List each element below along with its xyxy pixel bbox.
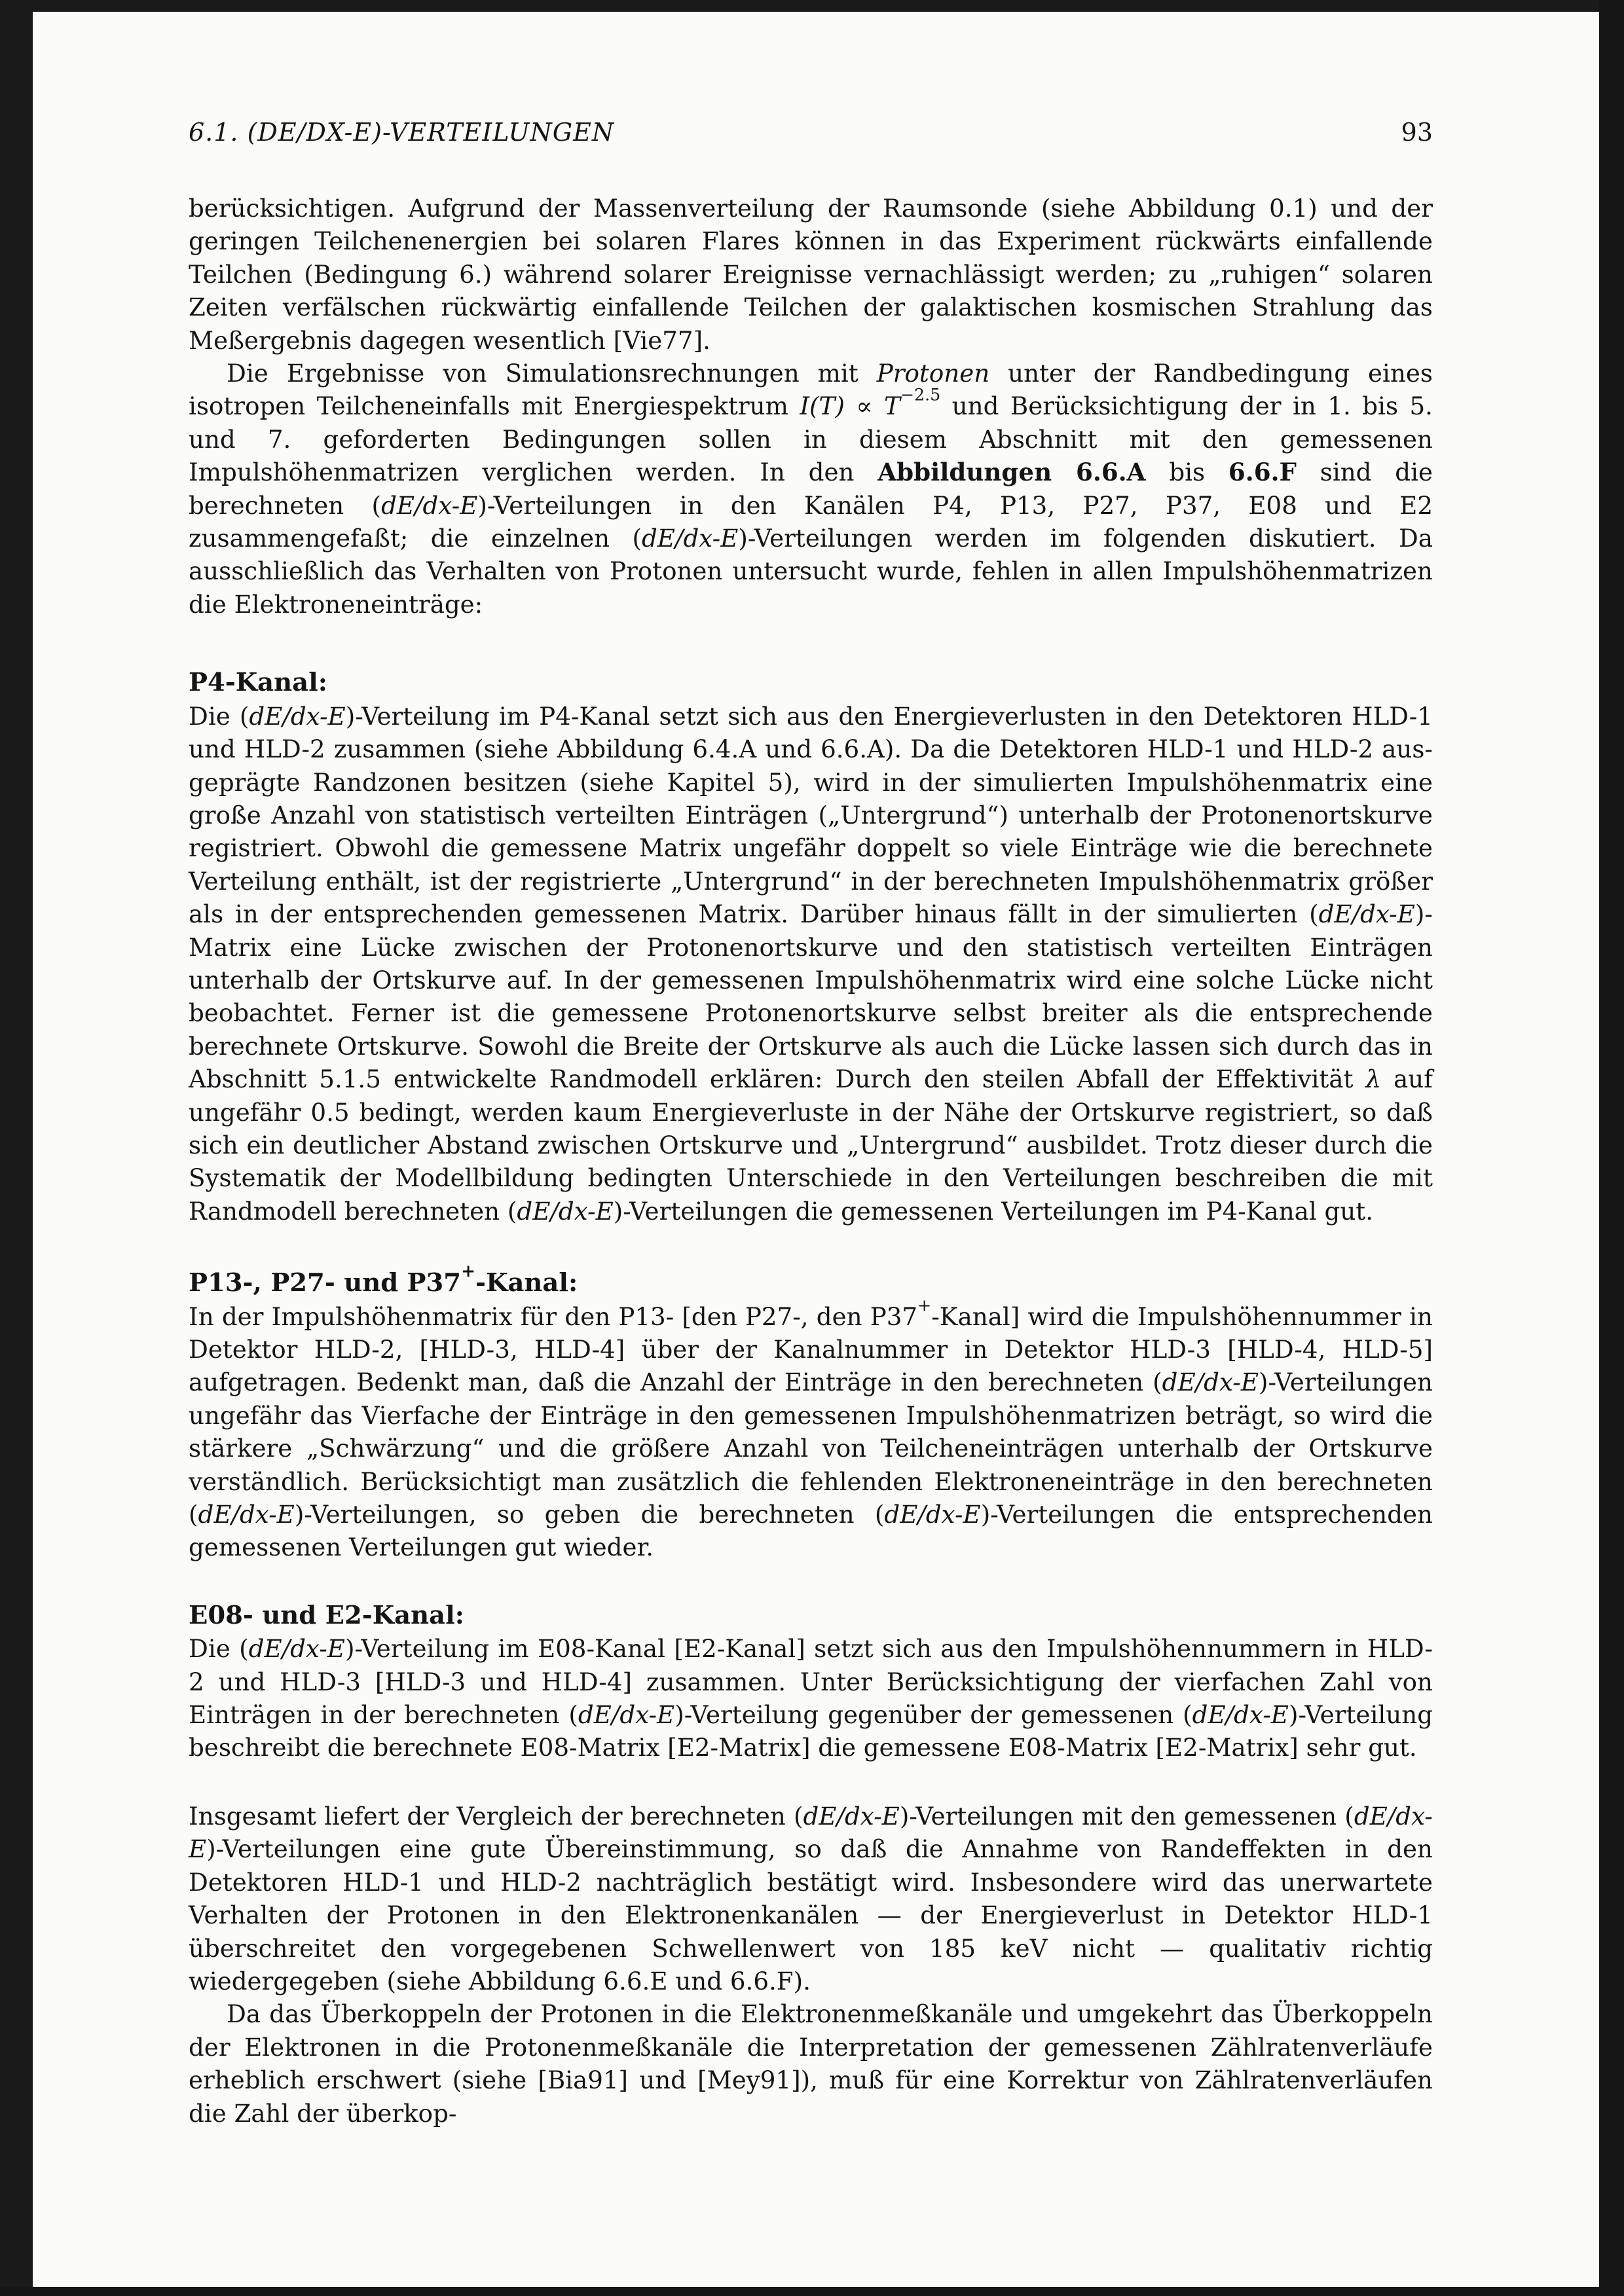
text-run: Die (	[189, 1634, 249, 1664]
formula-dedx: dE/dx-E	[803, 1801, 900, 1831]
formula-dedx: dE/dx-E	[198, 1500, 295, 1529]
p13-paragraph	[189, 1296, 1433, 1564]
text-run: Die Ergebnisse von Simulationsrechnungen mit	[227, 359, 877, 388]
heading-p4-kanal: P4-Kanal:	[189, 668, 327, 698]
formula-dedx: dE/dx-E	[249, 701, 346, 731]
heading-p13-p27-p37-kanal	[189, 1260, 1433, 1300]
text-run: In der Impulshöhenmatrix für den P13- [den P27-, den P37	[189, 1302, 918, 1331]
text-run: )-Verteilungen in den Kanälen P4, P13, P27, P37, E08 und E2 zusammengefaßt; die einzelnen (	[189, 490, 1433, 553]
page-number: 93	[1401, 118, 1433, 147]
heading-text: -Kanal:	[475, 1268, 578, 1298]
page-body	[189, 192, 1433, 2130]
formula-dedx: dE/dx-E	[1318, 900, 1415, 929]
text-run: )-Verteilungen ungefähr das Vierfache der Einträge in den gemessenen Impulshöhenmatrizen beträgt, so wird die stärkere „Schwärzung“ und die größere Anzahl von Teilcheneinträgen unterhalb der Ortskurve verständlich. Berücksichtigt man zusätzlich die fehlenden Elektroneneinträge in den berechneten (	[189, 1368, 1433, 1529]
text-run: )-Verteilungen, so geben die berechneten (	[294, 1500, 885, 1529]
text-run: )-Verteilungen mit den gemessenen (	[899, 1801, 1354, 1831]
text-run: -Kanal] wird die Impulshöhennummer in Detektor HLD-2, [HLD-3, HLD-4] über der Kanalnummer in Detektor HLD-3 [HLD-4, HLD-5] aufgetragen. Bedenkt man, daß die Anzahl der Einträge in den berechneten (	[189, 1302, 1433, 1397]
formula-dedx: dE/dx-E	[381, 490, 478, 520]
formula-variable: T	[884, 392, 900, 421]
emphasis-protonen: Protonen	[876, 359, 990, 388]
intro-paragraph-2	[189, 357, 1433, 621]
text-run: Insgesamt liefert der Vergleich der berechneten (	[189, 1801, 803, 1831]
figure-reference: Abbildungen 6.6.A	[877, 458, 1146, 487]
running-header	[189, 118, 1433, 157]
section-title: 6.1. (DE/DX-E)-VERTEILUNGEN	[189, 118, 615, 147]
symbol-lambda: λ	[1365, 1065, 1382, 1094]
scan-border-bottom	[0, 2287, 1624, 2296]
formula-dedx: dE/dx-E	[248, 1634, 345, 1664]
text-run: )-Matrix eine Lücke zwischen der Protonenortskurve und den statistisch verteilten Einträgen unterhalb der Ortskurve auf. In der gemessenen Impulshöhenmatrix wird eine solche Lücke nicht beobachtet. Ferner ist die gemessene Protonenortskurve selbst breiter als die entsprechende berechnete Ortskurve. Sowohl die Breite der Ortskurve als auch die Lücke lassen sich durch das in Abschnitt 5.1.5 entwickelte Randmodell erklären: Durch den steilen Abfall der Effektivität	[189, 900, 1433, 1094]
formula-dedx: dE/dx-E	[1162, 1368, 1259, 1397]
formula-dedx: dE/dx-E	[578, 1700, 675, 1730]
summary-paragraph-2: Da das Überkoppeln der Protonen in die Elektronenmeßkanäle und umgekehrt das Überkoppeln der Elektronen in die Protonenmeßkanäle die Interpretation der gemessenen Zählratenverläufe erheblich erschwert (siehe [Bia91] und [Mey91]), muß für eine Korrektur von Zählratenverläufen die Zahl der überkop-	[189, 1999, 1433, 2128]
proportional-symbol: ∝	[844, 392, 884, 421]
text-run: auf ungefähr 0.5 bedingt, werden kaum Energieverluste in der Nähe der Ortskurve registriert, so daß sich ein deutlicher Abstand zwischen Ortskurve und „Untergrund“ ausbildet. Trotz dieser durch die Systematik der Modellbildung bedingten Unterschiede in den Verteilungen beschreiben die mit Randmodell berechneten (	[189, 1065, 1433, 1226]
formula-dedx: dE/dx-E	[1192, 1700, 1289, 1730]
text-run: bis	[1145, 458, 1228, 487]
text-run: )-Verteilung im P4-Kanal setzt sich aus den Energieverlusten in den Detektoren HLD-1 und HLD-2 zusammen (siehe Abbildung 6.4.A und 6.6.A). Da die Detektoren HLD-1 und HLD-2 ausgeprägte Randzonen besitzen (siehe Kapitel 5), wird in der simulierten Impulshöhenmatrix eine große Anzahl von statistisch verteilten Einträgen („Untergrund“) unterhalb der Protonenortskurve registriert. Obwohl die gemessene Matrix ungefähr doppelt so viele Einträge wie die berechnete Verteilung enthält, ist der registrierte „Untergrund“ in der berechneten Impulshöhenmatrix größer als in der entsprechenden gemessenen Matrix. Darüber hinaus fällt in der simulierten (	[189, 701, 1433, 929]
text-run: und Berücksichtigung der in 1. bis 5. und 7. geforderten Bedingungen sollen in diesem Abschnitt mit den gemessenen Impulshöhenmatrizen verglichen werden. In den	[189, 392, 1433, 487]
e08-paragraph	[189, 1632, 1433, 1764]
formula-dedx: dE/dx-E	[517, 1196, 614, 1226]
formula-dedx: dE/dx-E	[641, 524, 739, 553]
formula-dedx: dE/dx-E	[189, 1801, 1433, 1864]
heading-e08-e2-kanal: E08- und E2-Kanal:	[189, 1600, 464, 1630]
heading-text: P13-, P27- und P37	[189, 1268, 462, 1298]
text-run: unter der Randbedingung eines isotropen Teilcheneinfalls mit Energiespektrum	[189, 359, 1433, 421]
text-run: )-Verteilung im E08-Kanal [E2-Kanal] setzt sich aus den Impulshöhennummern in HLD-2 und HLD-3 [HLD-3 und HLD-4] zusammen. Unter Berücksichtigung der vierfachen Zahl von Einträgen in der berechneten (	[189, 1634, 1433, 1730]
text-run: )-Verteilung gegenüber der gemessenen (	[674, 1700, 1192, 1730]
p4-paragraph	[189, 700, 1433, 1228]
summary-paragraph-1	[189, 1800, 1433, 1997]
text-run: )-Verteilung beschreibt die berechnete E08-Matrix [E2-Matrix] die gemessene E08-Matrix [E2-Matrix] sehr gut.	[189, 1700, 1433, 1762]
intro-paragraph-1: berücksichtigen. Aufgrund der Massenverteilung der Raumsonde (siehe Abbildung 0.1) und der geringen Teilchenenergien bei solaren Flares können in das Experiment rückwärts einfallende Teilchen (Bedingung 6.) während solarer Ereignisse vernachlässigt werden; zu „ruhigen“ solaren Zeiten verfälschen rückwärtig einfallende Teilchen der galaktischen kosmischen Strahlung das Meßergebnis dagegen wesentlich [Vie77].	[189, 194, 1433, 355]
figure-reference: 6.6.F	[1228, 458, 1297, 487]
text-run: )-Verteilungen werden im folgenden diskutiert. Da ausschließlich das Verhalten von Protonen untersucht wurde, fehlen in allen Impulshöhenmatrizen die Elektroneneinträge:	[189, 524, 1433, 619]
text-run: )-Verteilungen die gemessenen Verteilungen im P4-Kanal gut.	[613, 1196, 1374, 1226]
text-run: )-Verteilungen eine gute Übereinstimmung, so daß die Annahme von Randeffekten in den Detektoren HLD-1 und HLD-2 nachträglich bestätigt wird. Insbesondere wird das unerwartete Verhalten der Protonen in den Elektronenkanälen — der Energieverlust in Detektor HLD-1 überschreitet den vorgegebenen Schwellenwert von 185 keV nicht — qualitativ richtig wiedergegeben (siehe Abbildung 6.6.E und 6.6.F).	[189, 1834, 1433, 1995]
text-run: sind die berechneten (	[189, 458, 1433, 520]
superscript-plus: +	[917, 1296, 932, 1315]
formula-exponent: −2.5	[900, 385, 941, 405]
superscript-plus: +	[461, 1260, 475, 1281]
formula-dedx: dE/dx-E	[884, 1500, 981, 1529]
text-run: Die (	[189, 701, 249, 731]
text-run: )-Verteilungen die entsprechenden gemessenen Verteilungen gut wieder.	[189, 1500, 1433, 1562]
scan-border-right	[1599, 0, 1624, 2296]
formula-spectrum: I(T)	[800, 392, 845, 421]
